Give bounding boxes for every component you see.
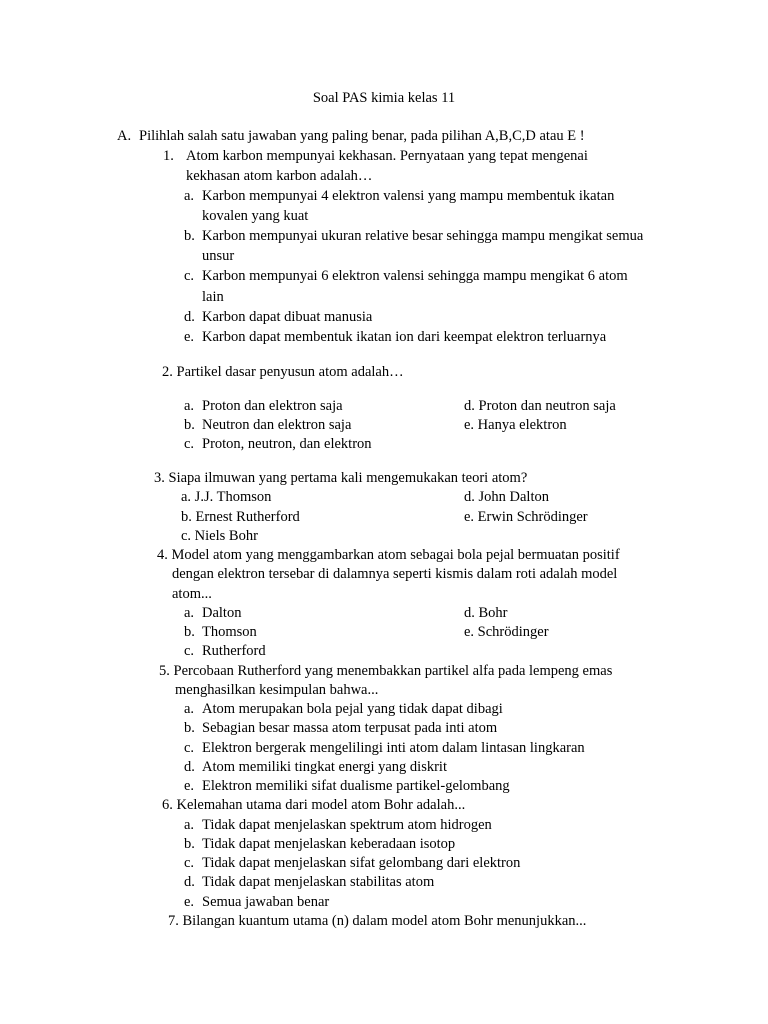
q1-option-a: Karbon mempunyai 4 elektron valensi yang mampu membentuk ikatan [202, 188, 615, 204]
question-1-number: 1. [163, 148, 174, 164]
q2-option-c-label: c. [184, 436, 195, 452]
q2-option-b-label: b. [184, 417, 195, 433]
section-instruction: Pilihlah salah satu jawaban yang paling benar, pada pilihan A,B,C,D atau E ! [139, 128, 585, 144]
q6-option-d: Tidak dapat menjelaskan stabilitas atom [202, 874, 435, 890]
question-1-text: Atom karbon mempunyai kekhasan. Pernyataan yang tepat mengenai [186, 148, 588, 164]
q5-option-d: Atom memiliki tingkat energi yang diskrit [202, 759, 447, 775]
q1-option-a-label: a. [184, 188, 195, 204]
q5-option-c: Elektron bergerak mengelilingi inti atom dalam lintasan lingkaran [202, 740, 585, 756]
q6-option-d-label: d. [184, 874, 195, 890]
q6-option-c: Tidak dapat menjelaskan sifat gelombang dari elektron [202, 855, 521, 871]
q5-option-b: Sebagian besar massa atom terpusat pada inti atom [202, 720, 498, 736]
question-4-text-cont: dengan elektron tersebar di dalamnya seperti kismis dalam roti adalah model [172, 566, 618, 582]
question-3-text: 3. Siapa ilmuwan yang pertama kali mengemukakan teori atom? [154, 470, 528, 486]
q2-option-a: Proton dan elektron saja [202, 398, 343, 414]
q1-option-b-cont: unsur [202, 248, 235, 264]
q4-option-b: Thomson [202, 624, 257, 640]
q6-option-c-label: c. [184, 855, 195, 871]
q3-option-c: c. Niels Bohr [181, 528, 258, 544]
question-5-text: 5. Percobaan Rutherford yang menembakkan partikel alfa pada lempeng emas [159, 663, 613, 679]
document-title: Soal PAS kimia kelas 11 [312, 90, 456, 106]
q5-option-a-label: a. [184, 701, 195, 717]
question-4-text: 4. Model atom yang menggambarkan atom sebagai bola pejal bermuatan positif [157, 547, 620, 563]
q5-option-b-label: b. [184, 720, 195, 736]
q2-option-c: Proton, neutron, dan elektron [202, 436, 372, 452]
question-2-text: 2. Partikel dasar penyusun atom adalah… [162, 364, 404, 380]
q1-option-c-label: c. [184, 268, 195, 284]
q4-option-e: e. Schrödinger [464, 624, 549, 640]
question-5-text-cont: menghasilkan kesimpulan bahwa... [175, 682, 379, 698]
q1-option-e-label: e. [184, 329, 195, 345]
q6-option-e-label: e. [184, 894, 195, 910]
q6-option-a-label: a. [184, 817, 195, 833]
q1-option-d-label: d. [184, 309, 195, 325]
question-1-text-cont: kekhasan atom karbon adalah… [186, 168, 373, 184]
q5-option-a: Atom merupakan bola pejal yang tidak dapat dibagi [202, 701, 503, 717]
q4-option-b-label: b. [184, 624, 195, 640]
q2-option-b: Neutron dan elektron saja [202, 417, 352, 433]
q6-option-b: Tidak dapat menjelaskan keberadaan isotop [202, 836, 456, 852]
q1-option-c-cont: lain [202, 289, 224, 305]
q5-option-c-label: c. [184, 740, 195, 756]
q6-option-b-label: b. [184, 836, 195, 852]
q2-option-d: d. Proton dan neutron saja [464, 398, 616, 414]
q6-option-a: Tidak dapat menjelaskan spektrum atom hidrogen [202, 817, 492, 833]
q4-option-c-label: c. [184, 643, 195, 659]
q2-option-a-label: a. [184, 398, 195, 414]
q1-option-b: Karbon mempunyai ukuran relative besar sehingga mampu mengikat semua [202, 228, 644, 244]
q4-option-d: d. Bohr [464, 605, 508, 621]
q3-option-b: b. Ernest Rutherford [181, 509, 300, 525]
q1-option-e: Karbon dapat membentuk ikatan ion dari keempat elektron terluarnya [202, 329, 607, 345]
question-6-text: 6. Kelemahan utama dari model atom Bohr adalah... [162, 797, 466, 813]
q5-option-d-label: d. [184, 759, 195, 775]
q4-option-a: Dalton [202, 605, 242, 621]
q3-option-d: d. John Dalton [464, 489, 549, 505]
section-letter: A. [117, 128, 132, 144]
q5-option-e: Elektron memiliki sifat dualisme partikel-gelombang [202, 778, 510, 794]
q1-option-d: Karbon dapat dibuat manusia [202, 309, 373, 325]
question-7-text: 7. Bilangan kuantum utama (n) dalam model atom Bohr menunjukkan... [168, 913, 587, 929]
q5-option-e-label: e. [184, 778, 195, 794]
q1-option-a-cont: kovalen yang kuat [202, 208, 309, 224]
q2-option-e: e. Hanya elektron [464, 417, 567, 433]
q3-option-e: e. Erwin Schrödinger [464, 509, 588, 525]
q3-option-a: a. J.J. Thomson [181, 489, 272, 505]
question-4-text-cont2: atom... [172, 586, 212, 602]
q4-option-a-label: a. [184, 605, 195, 621]
q1-option-c: Karbon mempunyai 6 elektron valensi sehingga mampu mengikat 6 atom [202, 268, 628, 284]
q1-option-b-label: b. [184, 228, 195, 244]
q4-option-c: Rutherford [202, 643, 266, 659]
q6-option-e: Semua jawaban benar [202, 894, 330, 910]
